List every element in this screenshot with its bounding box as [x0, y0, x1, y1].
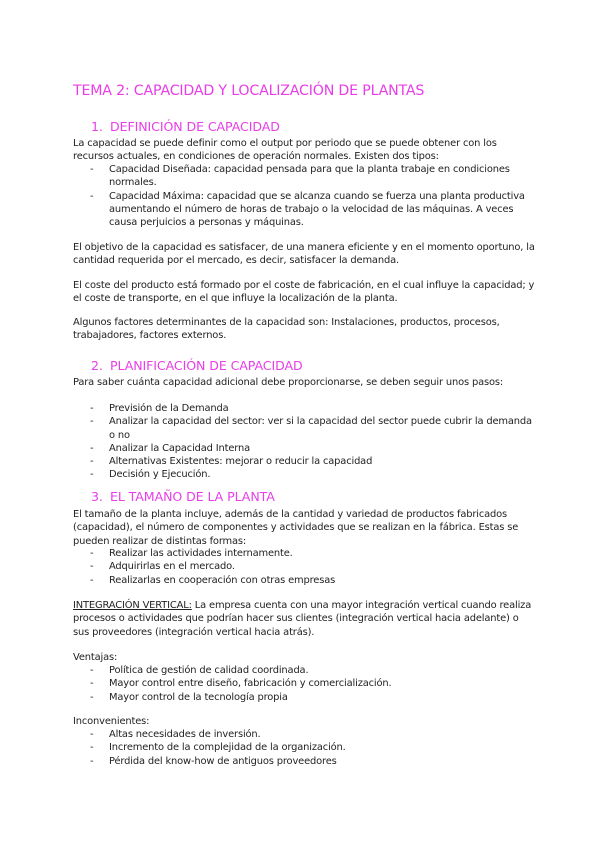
- planning-steps-list: [73, 402, 535, 482]
- section-1-heading: [91, 119, 280, 134]
- section-number: 2.: [91, 358, 103, 373]
- list-item: - Realizar las actividades internamente.: [73, 547, 535, 560]
- paragraph: Algunos factores determinantes de la capacidad son: Instalaciones, productos, procesos, trabajadores, factores externos.: [73, 317, 500, 342]
- vertical-integration-text: La empresa cuenta con una mayor integración vertical cuando realiza procesos o actividades que podrían hacer sus clientes (integración vertical hacia adelante) o sus proveedores (integración vertical hacia atrás).: [73, 600, 532, 638]
- disadvantages-label: Inconvenientes:: [73, 716, 150, 727]
- list-item: - Mayor control entre diseño, fabricación y comercialización.: [73, 677, 535, 690]
- vertical-integration-label: INTEGRACIÓN VERTICAL:: [73, 600, 192, 611]
- section-number: 3.: [91, 489, 103, 504]
- list-item: - Analizar la Capacidad Interna: [73, 442, 535, 455]
- list-item: - Decisión y Ejecución.: [73, 468, 535, 481]
- advantages-label: Ventajas:: [73, 652, 118, 663]
- list-item: - Previsión de la Demanda: [73, 402, 535, 415]
- vertical-integration-paragraph: [73, 599, 535, 639]
- list-item: - Altas necesidades de inversión.: [73, 728, 535, 741]
- section-1-intro: La capacidad se puede definir como el output por periodo que se puede obtener con los recursos actuales, en condiciones de operación normales. Existen dos tipos:: [73, 138, 497, 163]
- section-3-intro: El tamaño de la planta incluye, además de la cantidad y variedad de productos fabricados (capacidad), el número de componentes y actividades que se realizan en la fábrica. Estas se pueden realizar de distintas formas:: [73, 509, 519, 547]
- activity-forms-list: [73, 547, 535, 587]
- list-item: - Alternativas Existentes: mejorar o reducir la capacidad: [73, 455, 535, 468]
- list-item: - Adquirirlas en el mercado.: [73, 560, 535, 573]
- list-item: - Incremento de la complejidad de la organización.: [73, 741, 535, 754]
- list-item: - Pérdida del know-how de antiguos proveedores: [73, 755, 535, 768]
- section-2-intro: Para saber cuánta capacidad adicional debe proporcionarse, se deben seguir unos pasos:: [73, 377, 504, 388]
- list-item: - Mayor control de la tecnología propia: [73, 691, 535, 704]
- list-item: - Capacidad Diseñada: capacidad pensada para que la planta trabaje en condiciones normales.: [73, 163, 535, 190]
- capacity-types-list: [73, 163, 535, 229]
- section-title: EL TAMAÑO DE LA PLANTA: [110, 489, 275, 504]
- paragraph: El coste del producto está formado por el coste de fabricación, en el cual influye la capacidad; y el coste de transporte, en el que influye la localización de la planta.: [73, 280, 535, 305]
- page-title: TEMA 2: CAPACIDAD Y LOCALIZACIÓN DE PLANTAS: [73, 83, 425, 99]
- disadvantages-list: [73, 728, 535, 768]
- section-title: PLANIFICACIÓN DE CAPACIDAD: [110, 358, 303, 373]
- list-item: - Política de gestión de calidad coordinada.: [73, 664, 535, 677]
- list-item: - Analizar la capacidad del sector: ver si la capacidad del sector puede cubrir la demanda o no: [73, 415, 535, 442]
- section-2-heading: [91, 358, 303, 373]
- section-number: 1.: [91, 119, 103, 134]
- section-title: DEFINICIÓN DE CAPACIDAD: [110, 119, 280, 134]
- paragraph: El objetivo de la capacidad es satisfacer, de una manera eficiente y en el momento oportuno, la cantidad requerida por el mercado, es decir, satisfacer la demanda.: [73, 242, 535, 267]
- section-3-heading: [91, 489, 275, 504]
- list-item: - Realizarlas en cooperación con otras empresas: [73, 574, 535, 587]
- list-item: - Capacidad Máxima: capacidad que se alcanza cuando se fuerza una planta productiva aumentando el número de horas de trabajo o la velocidad de las máquinas. A veces causa perjuicios a personas y máquinas.: [73, 190, 535, 230]
- advantages-list: [73, 664, 535, 704]
